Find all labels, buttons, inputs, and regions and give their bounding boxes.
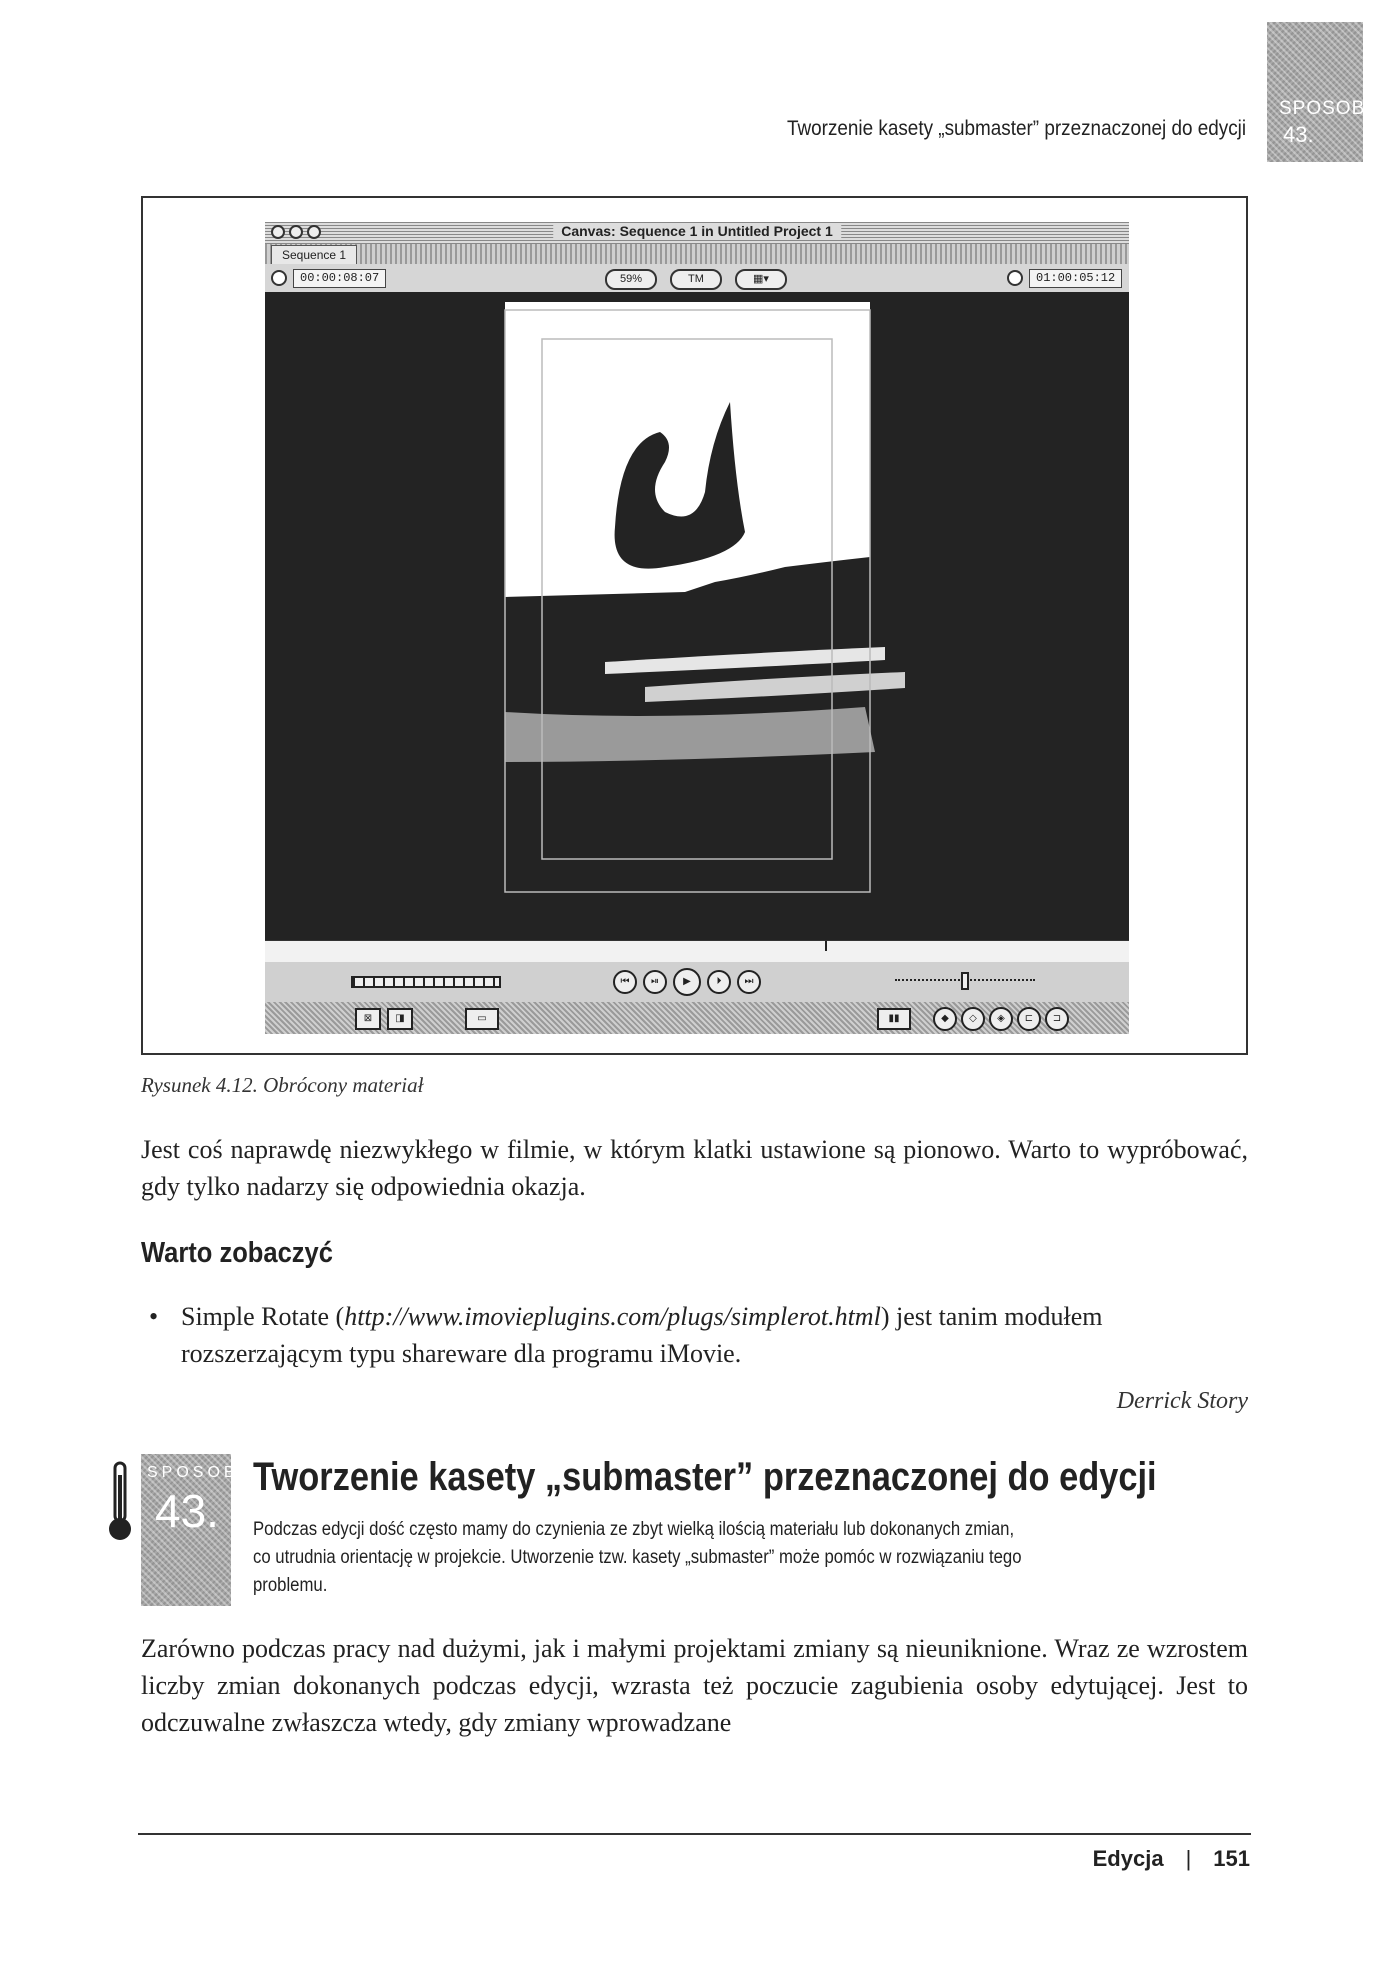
mark-in-icon[interactable]: ⊏ [1017,1007,1041,1031]
view-popup[interactable]: TM [670,269,722,290]
see-also-heading: Warto zobaczyć [141,1237,333,1269]
hack-badge-label: SPOSOB [147,1464,239,1481]
plugin-link[interactable]: http://www.imovieplugins.com/plugs/simplerot.html [344,1302,881,1331]
canvas-window [265,222,1129,1034]
zoom-window-icon[interactable] [307,225,321,239]
bullet-icon: • [149,1302,159,1331]
play-in-to-out-icon[interactable]: ⏯ [643,970,667,994]
overwrite-edit-icon[interactable]: ◨ [387,1008,413,1030]
close-window-icon[interactable] [271,225,285,239]
hack-description-line: co utrudnia orientację w projekcie. Utworzenie tzw. kasety „submaster” może pomóc w rozwiązaniu tego [253,1547,1022,1568]
footer-rule [138,1833,1251,1835]
list-item [141,1298,1248,1372]
mark-clip-icon[interactable]: ◆ [933,1007,957,1031]
footer-section: Edycja [1092,1846,1164,1871]
play-icon[interactable]: ▶ [673,968,701,996]
see-also-list [141,1298,1248,1372]
timecode-current[interactable]: 01:00:05:12 [1029,269,1122,288]
figure-frame [141,196,1248,1055]
paragraph-2: Zarówno podczas pracy nad dużymi, jak i małymi projektami zmiany są nieuniknione. Wraz ze wzrostem liczby zmian dokonanych podczas edycji, wzrasta też poczucie zagubienia osoby edytującej. Jest to odczuwalne zwłaszcza wtedy, gdy zmiany wprowadzane [141,1634,1248,1737]
go-to-start-icon[interactable]: ⏮ [613,970,637,994]
window-title: Canvas: Sequence 1 in Untitled Project 1 [553,223,841,239]
duration-clock-icon [271,270,287,286]
playhead-icon[interactable] [825,941,827,951]
hack-description-line: problemu. [253,1575,328,1596]
play-around-icon[interactable]: ⏵ [707,970,731,994]
transport-band [265,962,1129,1002]
overlay-popup[interactable]: ▦▾ [735,269,787,290]
page-footer [1093,1846,1250,1872]
hack-number-badge [141,1454,239,1606]
page-number: 151 [1213,1846,1250,1871]
paragraph-1: Jest coś naprawdę niezwykłego w filmie, w którym klatki ustawione są pionowo. Warto to wypróbować, gdy tylko nadarzy się odpowiednia okazja. [141,1135,1248,1201]
replace-edit-icon[interactable]: ▭ [465,1008,499,1030]
go-to-end-icon[interactable]: ⏭ [737,970,761,994]
hack-badge-number: 43. [155,1485,219,1537]
scrubber-bar[interactable] [265,940,1129,963]
match-frame-icon[interactable]: ▮▮ [877,1008,911,1030]
running-head: Tworzenie kasety „submaster” przeznaczonej do edycji [786,117,1246,140]
timecode-duration[interactable]: 00:00:08:07 [293,269,386,288]
add-keyframe-icon[interactable]: ◈ [989,1007,1013,1031]
corner-tab-number: 43. [1283,122,1314,147]
mark-out-icon[interactable]: ⊐ [1045,1007,1069,1031]
corner-hack-tab [1267,22,1366,162]
corner-tab-label: SPOSOB [1279,98,1366,119]
hack-description [253,1516,1239,1600]
shuttle-control[interactable] [351,976,501,988]
thermometer-icon [107,1461,133,1543]
window-titlebar [265,222,1129,244]
figure-caption: Rysunek 4.12. Obrócony materiał [141,1073,424,1097]
tab-sequence-1[interactable]: Sequence 1 [271,245,357,264]
footer-separator: | [1185,1846,1192,1871]
author-signature: Derrick Story [1116,1388,1248,1414]
minimize-window-icon[interactable] [289,225,303,239]
sequence-tab-row [265,244,1129,264]
list-item-text-before: Simple Rotate ( [181,1302,345,1331]
transport-controls [265,962,1129,1034]
list-item-text-after: ) jest tanim modułem rozszerzającym typu shareware dla programu iMovie. [181,1302,1103,1368]
current-time-clock-icon [1007,270,1023,286]
canvas-toolbar [265,264,1129,292]
hack-title: Tworzenie kasety „submaster” przeznaczonej do edycji [253,1455,1157,1499]
zoom-popup[interactable]: 59% [605,269,657,290]
insert-edit-icon[interactable]: ⊠ [355,1008,381,1030]
rotated-footage-image [265,292,1129,940]
hack-description-line: Podczas edycji dość często mamy do czynienia ze zbyt wielką ilością materiału lub dokonanych zmian, [253,1519,1015,1540]
video-viewer[interactable] [265,292,1129,940]
jog-knob[interactable] [961,972,969,990]
add-marker-icon[interactable]: ◇ [961,1007,985,1031]
